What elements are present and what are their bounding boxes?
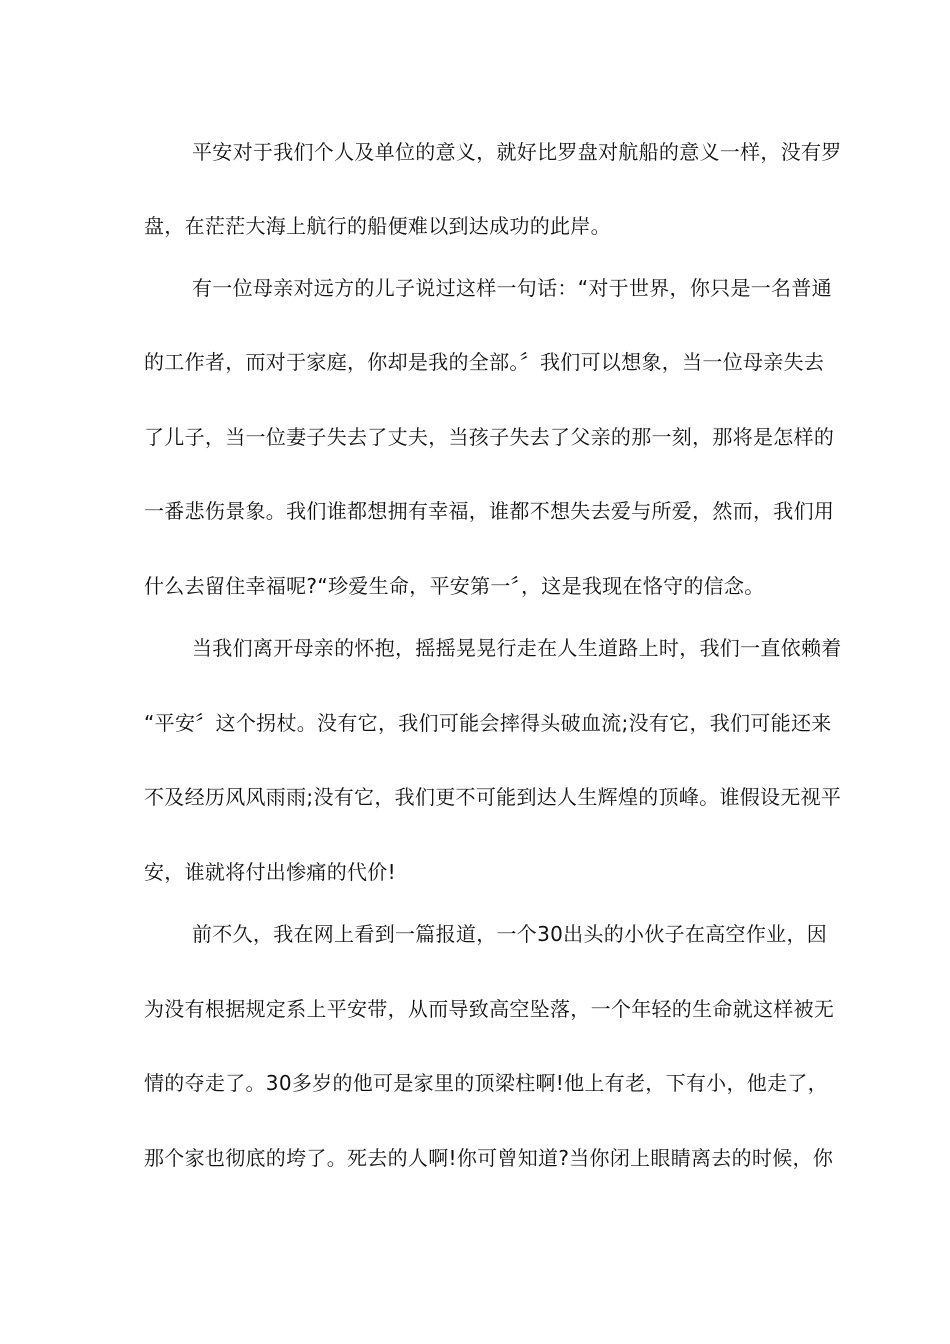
paragraph-4-line-4: 那个家也彻底的垮了。死去的人啊!你可曾知道?当你闭上眼睛离去的时候，你 <box>144 1146 834 1170</box>
paragraph-1-line-2: 盘，在茫茫大海上航行的船便难以到达成功的此岸。 <box>144 214 611 238</box>
paragraph-2-line-2: 的工作者，而对于家庭，你却是我的全部。〞我们可以想象，当一位母亲失去 <box>144 350 825 374</box>
paragraph-4-line-1: 前不久，我在网上看到一篇报道，一个30出头的小伙子在高空作业，因 <box>192 922 828 946</box>
paragraph-2-line-4: 一番悲伤景象。我们谁都想拥有幸福，谁都不想失去爱与所爱，然而，我们用 <box>144 499 835 523</box>
paragraph-2-line-1: 有一位母亲对远方的儿子说过这样一句话：“对于世界，你只是一名普通 <box>192 276 832 300</box>
paragraph-3-line-2: “平安〞这个拐杖。没有它，我们可能会摔得头破血流;没有它，我们可能还来 <box>144 711 832 735</box>
paragraph-3-line-4: 安，谁就将付出惨痛的代价! <box>144 860 396 884</box>
paragraph-3-line-3: 不及经历风风雨雨;没有它，我们更不可能到达人生辉煌的顶峰。谁假设无视平 <box>144 785 842 809</box>
paragraph-4-line-2: 为没有根据规定系上平安带，从而导致高空坠落，一个年轻的生命就这样被无 <box>144 997 835 1021</box>
paragraph-1-line-1: 平安对于我们个人及单位的意义，就好比罗盘对航船的意义一样，没有罗 <box>192 140 842 164</box>
paragraph-2-line-3: 了儿子，当一位妻子失去了丈夫，当孩子失去了父亲的那一刻，那将是怎样的 <box>144 425 835 449</box>
paragraph-3-line-1: 当我们离开母亲的怀抱，摇摇晃晃行走在人生道路上时，我们一直依赖着 <box>192 636 842 660</box>
paragraph-4-line-3: 情的夺走了。30多岁的他可是家里的顶梁柱啊!他上有老，下有小，他走了， <box>144 1071 828 1095</box>
paragraph-2-line-5: 什么去留住幸福呢?“珍爱生命，平安第一〞，这是我现在恪守的信念。 <box>144 574 765 598</box>
